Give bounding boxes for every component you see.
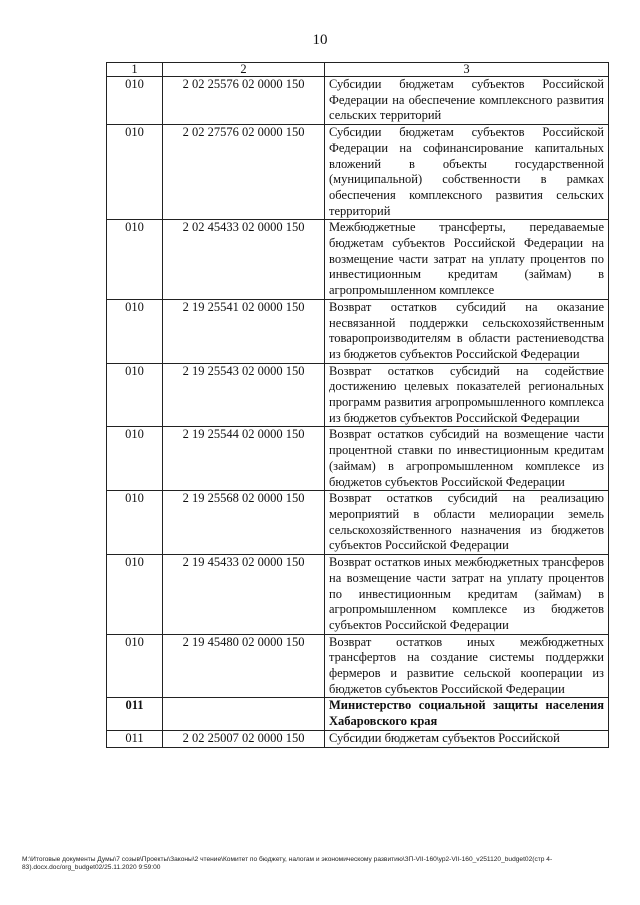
row-code-cell: 010 (107, 299, 163, 363)
table-row (107, 555, 609, 635)
row-code-cell: 010 (107, 363, 163, 427)
row-description-cell: Межбюджетные трансферты, передаваемые бюджетам субъектов Российской Федерации на возмещение части затрат на уплату процентов по инвестиционным кредитам (займам) в агропромышленном комплексе (325, 220, 609, 300)
row-code-cell: 010 (107, 427, 163, 491)
table-row (107, 698, 609, 730)
table-body (107, 77, 609, 748)
row-description-cell: Субсидии бюджетам субъектов Российской (325, 730, 609, 747)
row-code-cell: 010 (107, 125, 163, 220)
row-kbk-cell: 2 19 45433 02 0000 150 (163, 555, 325, 635)
page-number: 10 (312, 32, 328, 48)
row-kbk-cell: 2 02 27576 02 0000 150 (163, 125, 325, 220)
row-kbk-cell: 2 02 25576 02 0000 150 (163, 77, 325, 125)
row-kbk-cell: 2 19 25543 02 0000 150 (163, 363, 325, 427)
row-code-cell: 010 (107, 77, 163, 125)
row-code-cell: 010 (107, 220, 163, 300)
row-code-cell: 011 (107, 698, 163, 730)
column-header-2: 2 (163, 63, 325, 77)
row-kbk-cell: 2 02 45433 02 0000 150 (163, 220, 325, 300)
row-description-cell: Возврат остатков иных межбюджетных трансфертов на создание системы поддержки фермеров и развитие сельской кооперации из бюджетов субъектов Российской Федерации (325, 634, 609, 698)
table-row (107, 299, 609, 363)
table-row (107, 634, 609, 698)
row-kbk-cell: 2 19 25544 02 0000 150 (163, 427, 325, 491)
file-path-footer: М:\Итоговые документы Думы\7 созыв\Проекты\Законы\2 чтение\Комитет по бюджету, налогам и экономическому развитию\ЗП-VII-160\ур2-VII-160_v251120_budget02(стр 4-83).docx.doc/org_budget02/25.11.2020 9:59:00 (22, 856, 553, 871)
row-code-cell: 010 (107, 634, 163, 698)
row-kbk-cell: 2 19 45480 02 0000 150 (163, 634, 325, 698)
row-description-cell: Возврат остатков субсидий на оказание несвязанной поддержки сельскохозяйственным товаропроизводителям в области растениеводства из бюджетов субъектов Российской Федерации (325, 299, 609, 363)
table-row (107, 427, 609, 491)
row-description-cell: Министерство социальной защиты населения Хабаровского края (325, 698, 609, 730)
column-header-3: 3 (325, 63, 609, 77)
row-kbk-cell: 2 19 25568 02 0000 150 (163, 491, 325, 555)
row-code-cell: 010 (107, 555, 163, 635)
column-header-1: 1 (107, 63, 163, 77)
row-description-cell: Возврат остатков субсидий на содействие достижению целевых показателей региональных программ развития агропромышленного комплекса из бюджетов субъектов Российской Федерации (325, 363, 609, 427)
row-code-cell: 010 (107, 491, 163, 555)
row-kbk-cell (163, 698, 325, 730)
table-header-row (107, 63, 609, 77)
row-description-cell: Возврат остатков субсидий на возмещение части процентной ставки по инвестиционным кредитам (займам) в агропромышленном комплексе из бюджетов субъектов Российской Федерации (325, 427, 609, 491)
row-description-cell: Возврат остатков иных межбюджетных трансферов на возмещение части затрат на уплату процентов по инвестиционным кредитам (займам) в агропромышленном комплексе из бюджетов субъектов Российской Федерации (325, 555, 609, 635)
row-description-cell: Субсидии бюджетам субъектов Российской Федерации на обеспечение комплексного развития сельских территорий (325, 77, 609, 125)
row-code-cell: 011 (107, 730, 163, 747)
row-description-cell: Субсидии бюджетам субъектов Российской Федерации на софинансирование капитальных вложений в объекты государственной (муниципальной) собственности в рамках обеспечения комплексного развития сельских территорий (325, 125, 609, 220)
table-row (107, 363, 609, 427)
table-row (107, 730, 609, 747)
row-kbk-cell: 2 19 25541 02 0000 150 (163, 299, 325, 363)
table-row (107, 491, 609, 555)
revenue-codes-table (106, 62, 609, 748)
row-kbk-cell: 2 02 25007 02 0000 150 (163, 730, 325, 747)
table-row (107, 220, 609, 300)
table-row (107, 77, 609, 125)
row-description-cell: Возврат остатков субсидий на реализацию мероприятий в области мелиорации земель сельскохозяйственного назначения из бюджетов субъектов Российской Федерации (325, 491, 609, 555)
table-row (107, 125, 609, 220)
